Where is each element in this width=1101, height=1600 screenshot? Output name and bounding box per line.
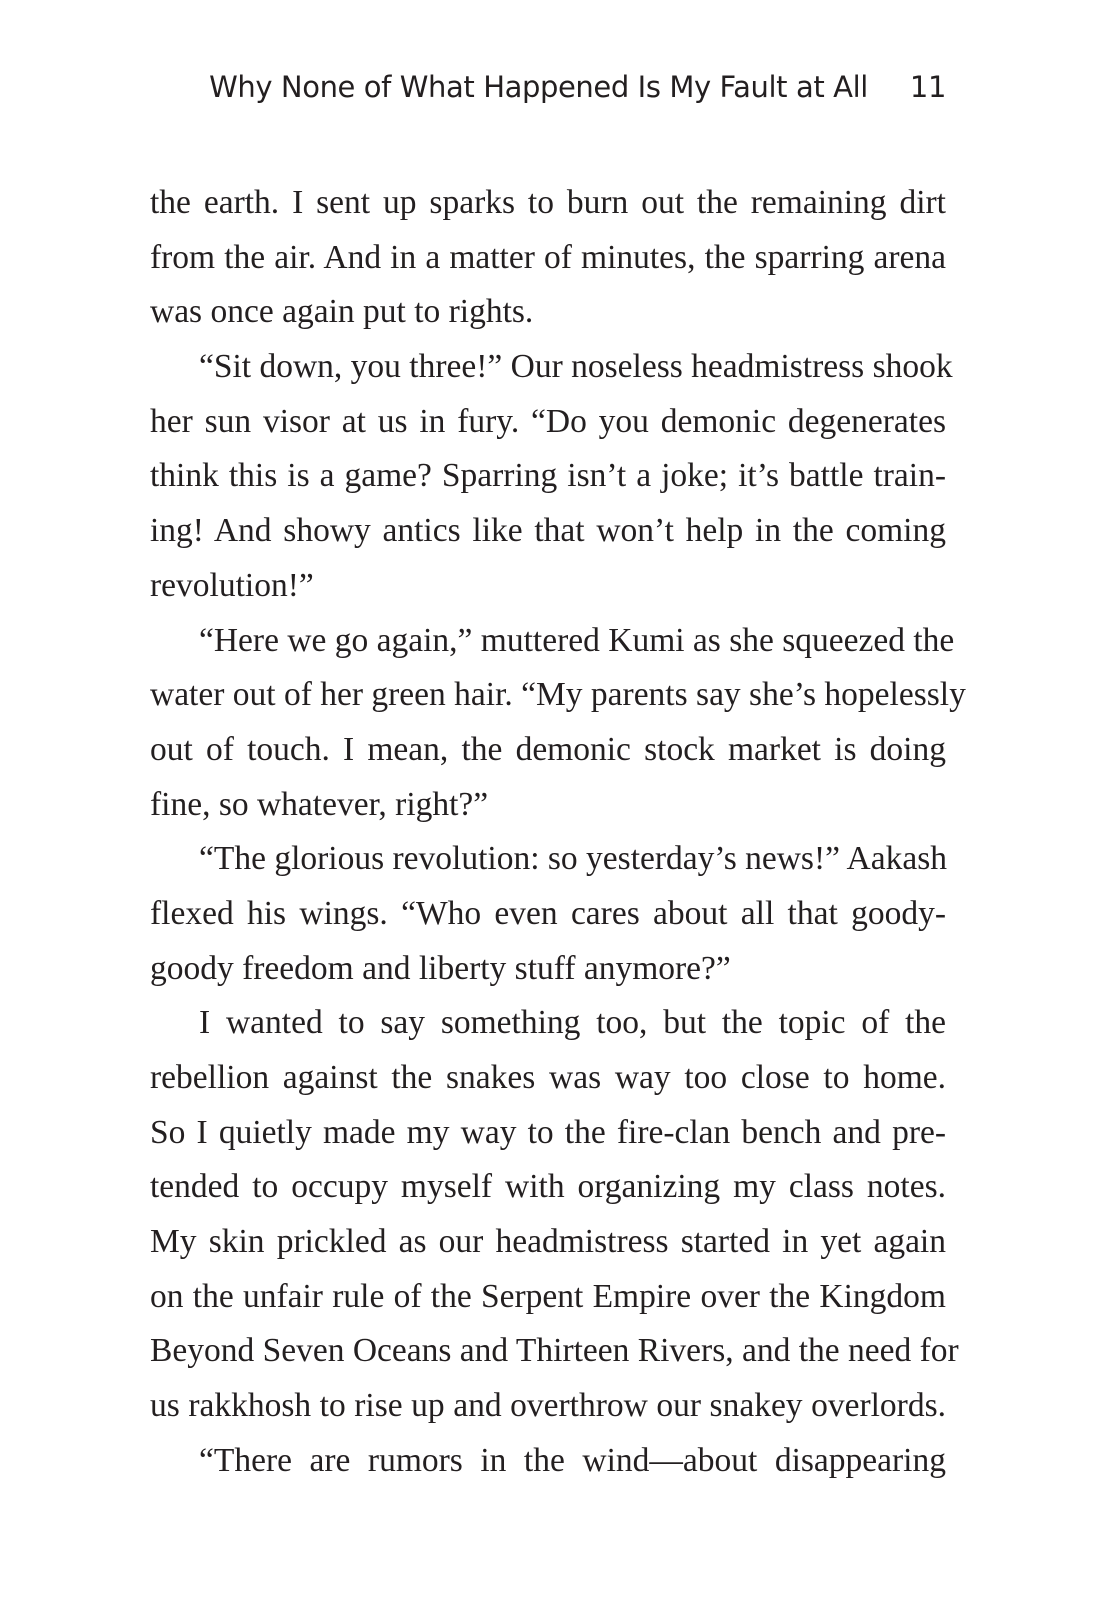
body-text [150, 176, 966, 1489]
text-line: the earth. I sent up sparks to burn out the remaining dirt [150, 184, 946, 221]
text-line: on the unfair rule of the Serpent Empire over the Kingdom [150, 1277, 946, 1315]
text-line: think this is a game? Sparring isn’t a joke; it’s battle train- [150, 457, 946, 495]
text-line: Beyond Seven Oceans and Thirteen Rivers, and the need for [150, 1332, 959, 1370]
text-line: My skin prickled as our headmistress started in yet again [150, 1223, 946, 1261]
text-line: rebellion against the snakes was way too close to home. [150, 1059, 946, 1096]
running-header [150, 70, 946, 116]
text-line: from the air. And in a matter of minutes, the sparring arena [150, 238, 946, 276]
text-line: “There are rumors in the wind—about disappearing [199, 1441, 946, 1479]
text-line: fine, so whatever, right?” [150, 785, 489, 823]
text-line: ing! And showy antics like that won’t help in the coming [150, 512, 946, 550]
text-line: I wanted to say something too, but the topic of the [199, 1004, 946, 1042]
text-line: her sun visor at us in fury. “Do you demonic degenerates [150, 402, 946, 440]
text-line: “The glorious revolution: so yesterday’s news!” Aakash [199, 840, 947, 878]
text-line: flexed his wings. “Who even cares about all that goody- [150, 894, 946, 932]
text-line: water out of her green hair. “My parents say she’s hopelessly [150, 676, 966, 714]
text-line: revolution!” [150, 566, 314, 604]
text-line: “Sit down, you three!” Our noseless headmistress shook [199, 348, 953, 386]
text-line: was once again put to rights. [150, 293, 534, 331]
running-title: Why None of What Happened Is My Fault at All [209, 70, 868, 104]
text-line: So I quietly made my way to the fire-clan bench and pre- [150, 1113, 946, 1151]
text-line: “Here we go again,” muttered Kumi as she squeezed the [199, 621, 955, 659]
text-line: us rakkhosh to rise up and overthrow our snakey overlords. [150, 1387, 946, 1425]
text-line: goody freedom and liberty stuff anymore?” [150, 949, 731, 987]
text-line: out of touch. I mean, the demonic stock market is doing [150, 730, 946, 768]
page-number: 11 [909, 70, 946, 104]
text-line: tended to occupy myself with organizing my class notes. [150, 1168, 946, 1206]
